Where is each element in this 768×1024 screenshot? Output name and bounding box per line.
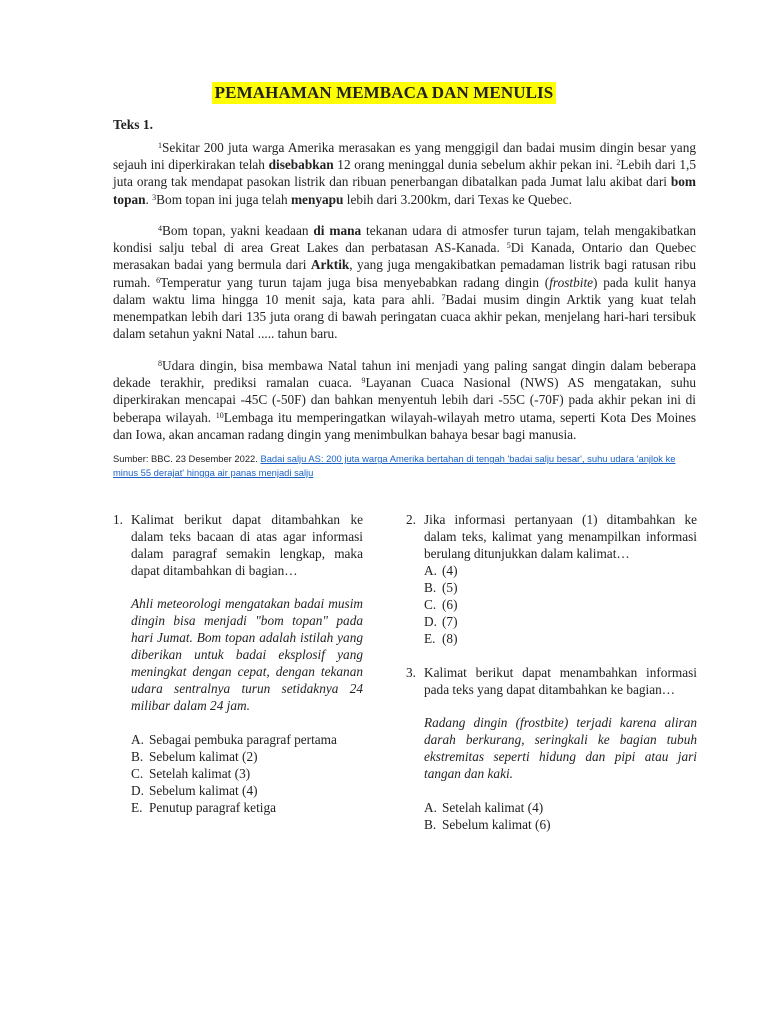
paragraph-2: [113, 222, 696, 342]
source-prefix: Sumber: BBC. 23 Desember 2022.: [113, 453, 261, 464]
option-c[interactable]: [131, 765, 363, 782]
option-text: (8): [442, 631, 458, 646]
option-letter: D.: [424, 614, 437, 629]
option-text: Setelah kalimat (4): [442, 800, 544, 815]
option-letter: A.: [424, 800, 437, 815]
paragraph-text: Bom topan ini juga telah: [156, 191, 291, 207]
question-3: [406, 664, 697, 833]
option-text: (5): [442, 580, 458, 595]
sentence-number: 10: [215, 410, 224, 420]
option-letter: B.: [424, 580, 437, 595]
bold-term: menyapu: [290, 191, 344, 207]
question-number: 2.: [406, 512, 416, 527]
option-letter: A.: [424, 563, 437, 578]
left-column: [113, 511, 363, 816]
option-letter: B.: [131, 749, 144, 764]
option-d[interactable]: [131, 782, 363, 799]
option-text: Sebelum kalimat (4): [149, 783, 258, 798]
italic-term: frostbite: [549, 274, 594, 290]
sentence-number: 5: [506, 241, 511, 251]
answer-options: [424, 799, 697, 833]
sentence-number: 7: [441, 292, 446, 302]
option-text: (4): [442, 563, 458, 578]
question-number: 1.: [113, 512, 123, 527]
option-a[interactable]: [424, 562, 697, 579]
option-letter: C.: [424, 597, 437, 612]
question-text: Kalimat berikut dapat menambahkan informasi pada teks yang dapat ditambahkan ke bagian…: [424, 665, 697, 697]
question-text: Jika informasi pertanyaan (1) ditambahkan ke dalam teks, kalimat yang menampilkan informasi berulang ditunjukkan dalam kalimat…: [424, 512, 697, 561]
paragraph-3: [113, 357, 696, 443]
option-letter: A.: [131, 732, 144, 747]
paragraph-text: Udara dingin, bisa membawa Natal tahun ini menjadi yang paling sangat dingin dalam beberapa dekade terakhir, prediksi ramalan cuaca.: [113, 358, 696, 391]
paragraph-text: Lebih dari 1,5 juta orang tak mendapat pasokan listrik dan ribuan penerbangan dibatalkan pada Jumat lalu akibat dari: [113, 157, 696, 190]
paragraph-text: Badai musim dingin Arktik yang kuat telah menempatkan lebih dari 135 juta orang di bawah peringatan cuaca akhir pekan, menjelang hari-hari tersibuk dalam setahun yakni Natal ..... tahun baru.: [113, 291, 696, 342]
option-text: (6): [442, 597, 458, 612]
option-letter: D.: [131, 783, 144, 798]
question-2: [406, 511, 697, 647]
source-link[interactable]: Badai salju AS: 200 juta warga Amerika bertahan di tengah 'badai salju besar', suhu udara 'anjlok ke minus 55 derajat' hingga air panas menjadi salju: [113, 453, 676, 478]
inserted-sentence: Radang dingin (frostbite) terjadi karena aliran darah berkurang, seringkali ke bagian tubuh ekstremitas seperti hidung dan pipi atau jari tangan dan kaki.: [424, 715, 697, 781]
option-text: (7): [442, 614, 458, 629]
bold-term: Arktik: [310, 257, 350, 273]
answer-options: [424, 562, 697, 647]
option-letter: E.: [424, 631, 436, 646]
source-citation: [113, 452, 698, 480]
option-b[interactable]: [131, 748, 363, 765]
sentence-number: 3: [152, 192, 157, 202]
option-letter: C.: [131, 766, 144, 781]
text-label: Teks 1.: [113, 117, 154, 132]
option-text: Sebagai pembuka paragraf pertama: [149, 732, 337, 747]
option-d[interactable]: [424, 613, 697, 630]
paragraph-text: Lembaga itu memperingatkan wilayah-wilayah metro utama, seperti Kota Des Moines dan Iowa, akan ancaman radang dingin yang menimbulkan bahaya besar bagi manusia.: [113, 409, 696, 442]
bold-term: di mana: [313, 223, 362, 238]
paragraph-text: Layanan Cuaca Nasional (NWS) AS mengatakan, suhu diperkirakan mencapai -45C (-50F) dan bahkan menyentuh lebih dari -55C (-70F) pada akhir pekan ini di beberapa wilayah.: [113, 375, 696, 425]
paragraph-text: Temperatur yang turun tajam juga bisa menyebabkan radang dingin (: [160, 274, 550, 290]
paragraph-text: ) pada kulit hanya dalam waktu lima hingga 10 menit saja, kata para ahli.: [113, 274, 696, 307]
option-text: Sebelum kalimat (2): [149, 749, 258, 764]
sentence-number: 1: [158, 141, 162, 150]
inserted-sentence: Ahli meteorologi mengatakan badai musim dingin bisa menjadi "bom topan" pada hari Jumat. Bom topan adalah istilah yang diberikan untuk badai eksplosif yang meningkat dengan cepat, dengan tekanan udara sentralnya turun setidaknya 24 milibar dalam 24 jam.: [131, 596, 363, 713]
bold-term: disebabkan: [268, 157, 334, 173]
paragraph-text: .: [145, 191, 153, 207]
option-b[interactable]: [424, 579, 697, 596]
paragraph-text: lebih dari 3.200km, dari Texas ke Quebec.: [343, 191, 572, 207]
right-column: [406, 511, 697, 833]
option-c[interactable]: [424, 596, 697, 613]
option-letter: B.: [424, 817, 437, 832]
paragraph-text: Bom topan, yakni keadaan: [162, 223, 314, 238]
paragraph-text: Sekitar 200 juta warga Amerika merasakan es yang menggigil dan badai musim dingin besar yang sejauh ini diperkirakan telah: [113, 140, 696, 173]
page-title: PEMAHAMAN MEMBACA DAN MENULIS: [212, 82, 557, 104]
question-spacer: [406, 647, 697, 664]
option-b[interactable]: [424, 816, 697, 833]
option-text: Sebelum kalimat (6): [442, 817, 551, 832]
paragraph-text: Di Kanada, Ontario dan Quebec merasakan badai yang bermula dari: [113, 240, 696, 273]
bold-term: bom topan: [113, 174, 696, 207]
sentence-number: 2: [616, 158, 621, 168]
option-letter: E.: [131, 800, 143, 815]
option-a[interactable]: [424, 799, 697, 816]
paragraph-1: [113, 139, 696, 208]
paragraph-text: 12 orang meninggal dunia sebelum akhir pekan ini.: [333, 157, 617, 173]
option-a[interactable]: [131, 731, 363, 748]
option-text: Setelah kalimat (3): [149, 766, 251, 781]
option-text: Penutup paragraf ketiga: [149, 800, 277, 815]
sentence-number: 8: [158, 359, 162, 368]
sentence-number: 4: [158, 224, 162, 233]
sentence-number: 6: [156, 275, 161, 285]
question-number: 3.: [406, 665, 416, 680]
question-text: Kalimat berikut dapat ditambahkan ke dalam teks bacaan di atas agar informasi dalam paragraf semakin lengkap, maka dapat ditambahkan di bagian…: [131, 512, 363, 578]
sentence-number: 9: [361, 376, 366, 386]
paragraph-text: , yang juga mengakibatkan pemadaman listrik bagi ratusan ribu rumah.: [113, 257, 696, 290]
option-e[interactable]: [424, 630, 697, 647]
option-e[interactable]: [131, 799, 363, 816]
answer-options: [131, 731, 363, 816]
paragraph-text: tekanan udara di atmosfer turun tajam, telah mengakibatkan kondisi salju tebal di area Great Lakes dan perbatasan AS-Kanada.: [113, 223, 696, 256]
question-1: [113, 511, 363, 816]
title-wrapper: [0, 82, 768, 104]
